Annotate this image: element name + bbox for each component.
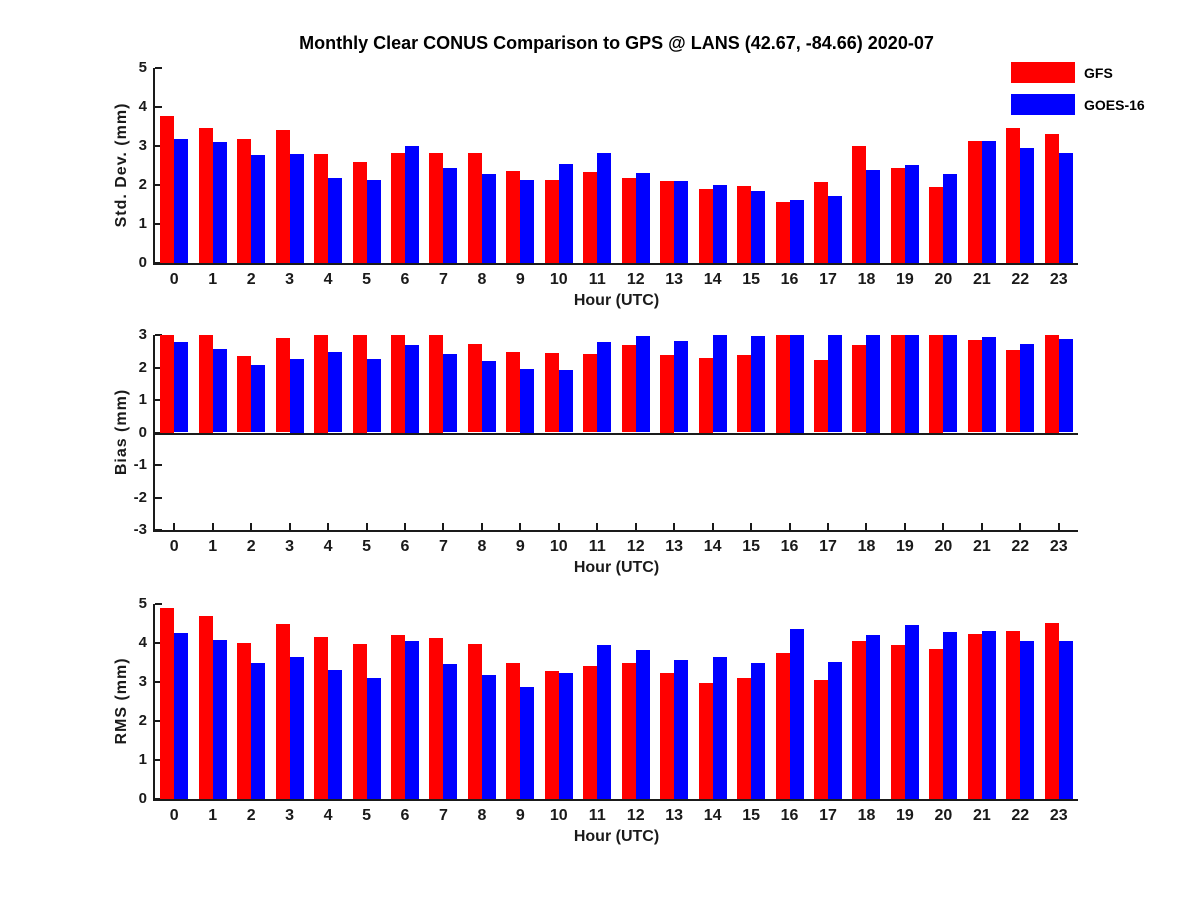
bar-goes16 — [174, 342, 188, 432]
bar-goes16 — [905, 165, 919, 263]
bar-goes16 — [828, 662, 842, 799]
x-tick-label: 4 — [323, 538, 333, 555]
y-tick-label: 2 — [138, 176, 147, 193]
y-axis-spine — [153, 68, 155, 265]
x-tick-label: 0 — [169, 538, 179, 555]
x-tick-label: 4 — [323, 271, 333, 288]
x-tick-label: 7 — [438, 538, 448, 555]
bar-gfs — [968, 141, 982, 263]
x-tick-label: 8 — [477, 271, 487, 288]
bar-gfs — [506, 352, 520, 433]
x-tick-label: 17 — [819, 807, 837, 824]
bar-goes16 — [982, 141, 996, 263]
y-tick-label: -1 — [133, 456, 147, 473]
x-tick-mark — [1019, 523, 1021, 530]
y-tick-mark — [155, 529, 162, 531]
bar-gfs — [814, 680, 828, 799]
x-tick-label: 18 — [857, 538, 876, 555]
bar-goes16 — [674, 341, 688, 433]
panel-rms — [0, 595, 1200, 849]
x-tick-label: 1 — [208, 538, 218, 555]
bar-gfs — [468, 644, 482, 799]
x-tick-label: 14 — [703, 807, 722, 824]
bar-goes16 — [982, 337, 996, 433]
x-tick-mark — [519, 523, 521, 530]
x-tick-label: 14 — [703, 271, 722, 288]
x-axis-spine — [153, 530, 1078, 532]
bar-goes16 — [1020, 641, 1034, 799]
bar-gfs — [583, 666, 597, 799]
x-tick-mark — [327, 523, 329, 530]
x-tick-label: 21 — [972, 807, 991, 824]
x-tick-label: 9 — [515, 807, 525, 824]
x-tick-label: 20 — [934, 271, 953, 288]
x-tick-label: 0 — [169, 807, 179, 824]
legend-label-gfs: GFS — [1084, 64, 1113, 81]
bar-gfs — [891, 645, 905, 799]
y-axis-spine — [153, 604, 155, 801]
x-tick-label: 11 — [588, 538, 606, 555]
plot-area-std-dev — [138, 59, 1078, 288]
bar-gfs — [968, 340, 982, 433]
x-tick-label: 20 — [934, 807, 953, 824]
y-tick-mark — [155, 497, 162, 499]
bar-gfs — [276, 338, 290, 433]
bar-goes16 — [905, 625, 919, 799]
x-tick-mark — [173, 523, 175, 530]
bar-gfs — [353, 335, 367, 433]
bar-goes16 — [482, 675, 496, 799]
bar-gfs — [852, 345, 866, 432]
y-tick-label: 0 — [138, 423, 147, 441]
bar-goes16 — [751, 191, 765, 263]
x-tick-mark — [250, 523, 252, 530]
bar-gfs — [429, 335, 443, 433]
x-tick-mark — [789, 523, 791, 530]
bar-goes16 — [520, 369, 534, 432]
x-tick-mark — [404, 523, 406, 530]
x-tick-mark — [750, 523, 752, 530]
bar-goes16 — [367, 678, 381, 799]
bar-goes16 — [328, 178, 342, 263]
x-tick-label: 22 — [1011, 807, 1030, 824]
legend-label-goes16: GOES-16 — [1084, 96, 1145, 113]
bar-goes16 — [982, 631, 996, 799]
bar-gfs — [353, 162, 367, 263]
bar-gfs — [237, 356, 251, 433]
x-tick-label: 19 — [896, 271, 914, 288]
bar-gfs — [276, 624, 290, 800]
bar-gfs — [852, 146, 866, 263]
bar-goes16 — [405, 146, 419, 263]
x-tick-mark — [635, 523, 637, 530]
y-tick-label: 1 — [138, 391, 147, 408]
bar-gfs — [583, 172, 597, 263]
bar-gfs — [276, 130, 290, 263]
y-tick-mark — [155, 106, 162, 108]
bar-goes16 — [328, 670, 342, 799]
bar-gfs — [237, 139, 251, 263]
x-tick-mark — [942, 523, 944, 530]
x-tick-label: 23 — [1049, 271, 1068, 288]
bar-goes16 — [443, 168, 457, 263]
x-tick-label: 6 — [400, 538, 410, 555]
bar-goes16 — [251, 663, 265, 799]
x-tick-label: 13 — [665, 807, 684, 824]
y-tick-label: 3 — [138, 137, 147, 154]
x-tick-mark — [981, 523, 983, 530]
x-tick-mark — [366, 523, 368, 530]
bar-gfs — [583, 354, 597, 433]
bar-gfs — [506, 663, 520, 800]
x-tick-label: 7 — [438, 271, 448, 288]
bar-gfs — [776, 202, 790, 263]
x-tick-label: 6 — [400, 807, 410, 824]
bar-gfs — [160, 335, 174, 433]
bar-goes16 — [828, 335, 842, 432]
bar-gfs — [929, 187, 943, 263]
bar-gfs — [776, 653, 790, 799]
x-tick-label: 2 — [246, 807, 256, 824]
bar-gfs — [929, 649, 943, 799]
bar-gfs — [391, 635, 405, 799]
bar-goes16 — [559, 673, 573, 799]
x-tick-label: 18 — [857, 807, 876, 824]
bar-gfs — [737, 355, 751, 432]
bar-goes16 — [597, 342, 611, 432]
bar-gfs — [545, 180, 559, 263]
bar-gfs — [737, 186, 751, 263]
bar-goes16 — [674, 660, 688, 799]
bar-gfs — [968, 634, 982, 799]
y-tick-label: 1 — [138, 751, 147, 768]
x-tick-label: 15 — [742, 538, 760, 555]
x-tick-label: 16 — [780, 271, 799, 288]
bar-gfs — [314, 637, 328, 799]
chart-title: Monthly Clear CONUS Comparison to GPS @ LANS (42.67, -84.66) 2020-07 — [299, 33, 934, 53]
bar-goes16 — [866, 335, 880, 433]
bar-gfs — [429, 638, 443, 799]
x-axis-label-std-dev: Hour (UTC) — [573, 292, 660, 309]
zero-line — [155, 433, 1078, 435]
bar-gfs — [199, 128, 213, 263]
bar-gfs — [199, 335, 213, 433]
x-tick-label: 15 — [742, 271, 760, 288]
y-tick-label: 4 — [138, 634, 147, 651]
bar-goes16 — [905, 335, 919, 433]
bar-goes16 — [213, 640, 227, 799]
bar-goes16 — [559, 164, 573, 263]
bar-goes16 — [559, 370, 573, 432]
x-tick-label: 12 — [626, 271, 645, 288]
x-axis-label-rms: Hour (UTC) — [573, 828, 660, 845]
bar-goes16 — [251, 365, 265, 433]
y-tick-mark — [155, 67, 162, 69]
bar-gfs — [237, 643, 251, 799]
bar-goes16 — [713, 657, 727, 799]
bar-goes16 — [367, 359, 381, 432]
bar-gfs — [891, 335, 905, 433]
bar-goes16 — [597, 153, 611, 263]
plot-area-bias — [133, 326, 1078, 555]
x-tick-label: 7 — [438, 807, 448, 824]
x-tick-label: 1 — [208, 271, 218, 288]
bar-goes16 — [520, 180, 534, 263]
x-tick-label: 6 — [400, 271, 410, 288]
x-tick-label: 21 — [972, 271, 991, 288]
bar-gfs — [622, 345, 636, 432]
bar-goes16 — [674, 181, 688, 263]
x-tick-label: 3 — [285, 807, 295, 824]
x-tick-label: 8 — [477, 807, 487, 824]
x-tick-label: 3 — [285, 271, 295, 288]
x-tick-mark — [596, 523, 598, 530]
x-tick-label: 9 — [515, 538, 525, 555]
bar-gfs — [814, 360, 828, 433]
y-tick-mark — [155, 464, 162, 466]
x-tick-label: 10 — [549, 807, 568, 824]
x-tick-label: 13 — [665, 271, 684, 288]
bar-goes16 — [174, 633, 188, 799]
bar-goes16 — [790, 629, 804, 799]
bar-goes16 — [290, 359, 304, 432]
bar-goes16 — [636, 173, 650, 263]
x-tick-label: 5 — [362, 538, 371, 555]
x-tick-label: 5 — [362, 807, 371, 824]
bar-goes16 — [751, 663, 765, 800]
x-tick-mark — [904, 523, 906, 530]
x-tick-label: 12 — [626, 538, 645, 555]
bar-goes16 — [828, 196, 842, 263]
bar-gfs — [660, 181, 674, 263]
x-tick-mark — [712, 523, 714, 530]
x-tick-label: 3 — [285, 538, 295, 555]
bar-gfs — [545, 353, 559, 433]
y-tick-label: 1 — [138, 215, 147, 232]
x-tick-label: 10 — [549, 271, 568, 288]
y-tick-label: 2 — [138, 712, 147, 729]
y-axis-label-bias: Bias (mm) — [113, 388, 130, 476]
x-tick-label: 12 — [626, 807, 645, 824]
y-tick-label: 3 — [138, 673, 147, 690]
bar-goes16 — [520, 687, 534, 799]
bar-gfs — [429, 153, 443, 263]
x-tick-label: 19 — [896, 807, 914, 824]
bar-goes16 — [213, 142, 227, 263]
x-tick-label: 5 — [362, 271, 371, 288]
bar-gfs — [160, 608, 174, 799]
x-tick-mark — [289, 523, 291, 530]
bar-goes16 — [213, 349, 227, 433]
x-tick-label: 9 — [515, 271, 525, 288]
y-tick-mark — [155, 603, 162, 605]
x-tick-label: 10 — [549, 538, 568, 555]
bar-gfs — [1045, 134, 1059, 263]
x-tick-label: 13 — [665, 538, 684, 555]
y-tick-label: -3 — [133, 521, 147, 538]
bar-goes16 — [443, 664, 457, 799]
plot-area-rms — [138, 595, 1078, 824]
x-tick-label: 17 — [819, 538, 837, 555]
x-tick-label: 23 — [1049, 807, 1068, 824]
x-tick-mark — [558, 523, 560, 530]
y-tick-label: 0 — [138, 254, 147, 271]
bar-gfs — [468, 344, 482, 432]
bar-goes16 — [713, 185, 727, 263]
x-tick-label: 22 — [1011, 271, 1030, 288]
x-tick-label: 0 — [169, 271, 179, 288]
x-tick-label: 18 — [857, 271, 876, 288]
y-tick-label: 5 — [138, 59, 147, 76]
bar-gfs — [468, 153, 482, 263]
bar-goes16 — [290, 657, 304, 799]
bar-gfs — [660, 355, 674, 433]
bar-gfs — [814, 182, 828, 263]
bar-gfs — [1045, 623, 1059, 799]
bar-gfs — [891, 168, 905, 263]
x-tick-mark — [1058, 523, 1060, 530]
bar-gfs — [929, 335, 943, 433]
x-tick-label: 8 — [477, 538, 487, 555]
y-tick-label: 4 — [138, 98, 147, 115]
x-tick-mark — [481, 523, 483, 530]
x-tick-label: 15 — [742, 807, 760, 824]
bar-gfs — [622, 178, 636, 263]
bar-goes16 — [790, 200, 804, 263]
x-tick-mark — [865, 523, 867, 530]
bar-gfs — [1045, 335, 1059, 433]
x-axis-label-bias: Hour (UTC) — [573, 559, 660, 576]
bar-gfs — [391, 153, 405, 263]
x-tick-label: 14 — [703, 538, 722, 555]
x-tick-label: 22 — [1011, 538, 1030, 555]
bar-gfs — [776, 335, 790, 433]
bar-goes16 — [636, 336, 650, 433]
x-tick-label: 2 — [246, 271, 256, 288]
bar-goes16 — [943, 335, 957, 432]
bar-gfs — [699, 683, 713, 799]
bar-gfs — [353, 644, 367, 799]
x-tick-label: 21 — [972, 538, 991, 555]
x-tick-label: 20 — [934, 538, 953, 555]
y-tick-label: 2 — [138, 358, 147, 376]
x-tick-label: 11 — [588, 271, 606, 288]
bar-goes16 — [290, 154, 304, 263]
bar-goes16 — [1020, 344, 1034, 433]
bar-goes16 — [943, 632, 957, 799]
bar-gfs — [1006, 350, 1020, 432]
bar-goes16 — [636, 650, 650, 799]
x-tick-label: 1 — [208, 807, 218, 824]
x-tick-mark — [442, 523, 444, 530]
x-tick-label: 23 — [1049, 538, 1068, 555]
y-tick-label: 0 — [138, 790, 147, 807]
y-tick-label: 5 — [138, 595, 147, 612]
bar-gfs — [506, 171, 520, 263]
y-tick-label: 3 — [138, 326, 147, 343]
bar-gfs — [391, 335, 405, 433]
bar-goes16 — [597, 645, 611, 799]
bar-gfs — [1006, 128, 1020, 263]
bar-goes16 — [482, 361, 496, 433]
bar-goes16 — [174, 139, 188, 263]
bar-gfs — [545, 671, 559, 799]
bar-goes16 — [713, 335, 727, 432]
bar-goes16 — [790, 335, 804, 433]
bar-gfs — [737, 678, 751, 799]
bar-gfs — [314, 154, 328, 263]
x-tick-label: 17 — [819, 271, 837, 288]
bar-goes16 — [251, 155, 265, 263]
bar-goes16 — [751, 336, 765, 432]
x-tick-label: 2 — [246, 538, 256, 555]
bar-goes16 — [367, 180, 381, 263]
y-axis-label-rms: RMS (mm) — [113, 657, 130, 745]
y-axis-label-std-dev: Std. Dev. (mm) — [113, 102, 130, 228]
bar-goes16 — [328, 352, 342, 432]
bar-gfs — [699, 358, 713, 433]
x-tick-label: 16 — [780, 538, 799, 555]
bar-goes16 — [405, 345, 419, 433]
x-tick-mark — [212, 523, 214, 530]
bar-goes16 — [405, 641, 419, 799]
bar-goes16 — [1059, 339, 1073, 433]
bar-gfs — [314, 335, 328, 433]
x-tick-label: 11 — [588, 807, 606, 824]
x-tick-label: 4 — [323, 807, 333, 824]
bar-gfs — [199, 616, 213, 799]
bar-goes16 — [1059, 153, 1073, 263]
bar-goes16 — [866, 170, 880, 263]
bar-gfs — [622, 663, 636, 799]
bar-goes16 — [1059, 641, 1073, 799]
bar-goes16 — [482, 174, 496, 263]
bar-goes16 — [443, 354, 457, 433]
x-tick-mark — [673, 523, 675, 530]
bar-gfs — [852, 641, 866, 799]
y-tick-label: -2 — [133, 488, 147, 506]
x-tick-mark — [827, 523, 829, 530]
bar-gfs — [699, 189, 713, 263]
x-axis-spine — [153, 263, 1078, 265]
bar-gfs — [660, 673, 674, 799]
panel-bias — [0, 326, 1200, 580]
x-tick-label: 19 — [896, 538, 914, 555]
panel-std-dev — [0, 59, 1200, 313]
bar-gfs — [160, 116, 174, 263]
bar-goes16 — [1020, 148, 1034, 263]
bar-goes16 — [943, 174, 957, 263]
x-tick-label: 16 — [780, 807, 799, 824]
bar-gfs — [1006, 631, 1020, 799]
bar-goes16 — [866, 635, 880, 799]
x-axis-spine — [153, 799, 1078, 801]
